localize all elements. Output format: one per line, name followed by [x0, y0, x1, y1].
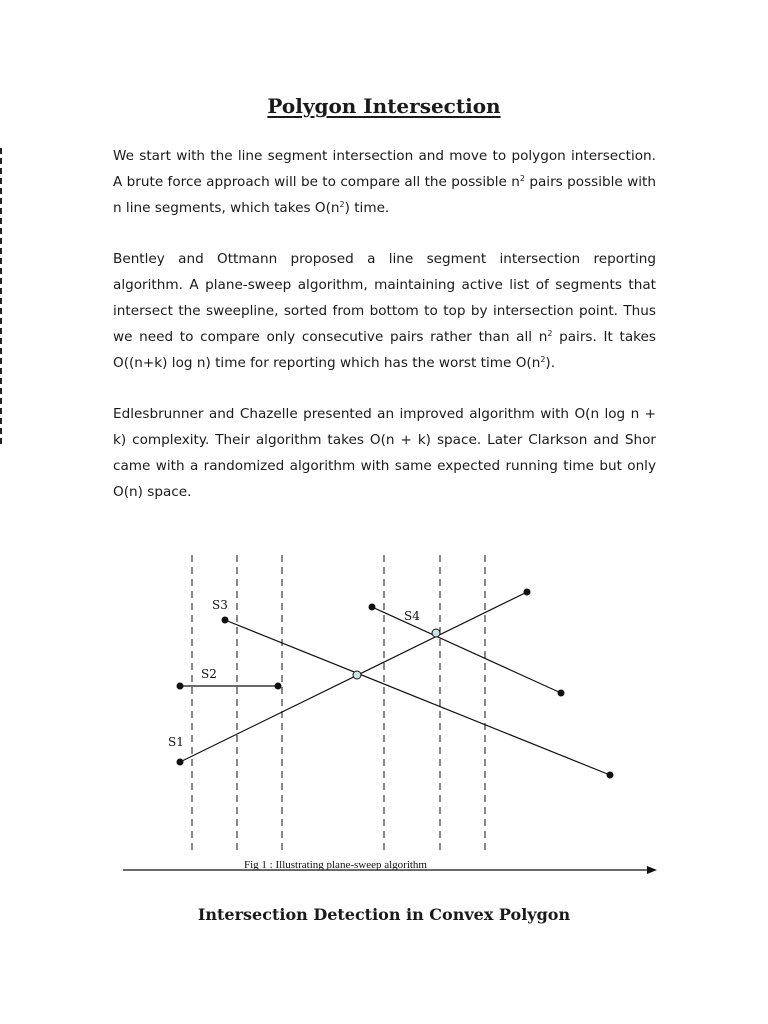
- p3-text: Edlesbrunner and Chazelle presented an improved algorithm with O(n log n + k) complexity. Their algorithm takes O(n + k) space. Later Clarkson and Shor came with a randomized algorithm with same expected running time but only O(n) space.: [113, 406, 656, 500]
- label-s1: S1: [168, 735, 184, 749]
- margin-dashed-mark: [0, 148, 2, 444]
- sweep-axis-arrowhead: [647, 866, 657, 874]
- paragraph-3: [113, 401, 656, 505]
- section-heading: Intersection Detection in Convex Polygon: [197, 905, 571, 924]
- label-s3: S3: [212, 598, 228, 612]
- page-title: Polygon Intersection: [267, 94, 501, 118]
- p2-sup-a: 2: [547, 329, 553, 338]
- paragraph-1: [113, 143, 656, 221]
- plane-sweep-figure: [0, 540, 768, 885]
- p1-sup-a: 2: [519, 174, 525, 183]
- p2-sup-b: 2: [540, 355, 546, 364]
- label-s2: S2: [201, 667, 217, 681]
- p1-text-a: We start with the line segment intersection and move to polygon intersection. A brute force approach will be to compare all the possible n: [113, 148, 656, 190]
- segment-s3: [225, 620, 610, 775]
- intersection-point: [353, 671, 361, 679]
- intersection-point: [432, 629, 440, 637]
- p1-text-c: ) time.: [344, 200, 390, 216]
- p2-text-a: Bentley and Ottmann proposed a line segment intersection reporting algorithm. A plane-sweep algorithm, maintaining active list of segments that intersect the sweepline, sorted from bottom to top by intersection point. Thus we need to compare only consecutive pairs rather than all n: [113, 251, 656, 345]
- figure-caption: Fig 1 : Illustrating plane-sweep algorithm: [244, 859, 427, 871]
- endpoint: [369, 604, 376, 611]
- p1-text-b: pairs possible with n line segments, which takes O(n: [113, 174, 656, 216]
- endpoint: [275, 683, 282, 690]
- paragraph-2: [113, 246, 656, 376]
- p1-sup-b: 2: [339, 200, 345, 209]
- endpoint: [177, 759, 184, 766]
- label-s4: S4: [404, 609, 420, 623]
- segment-s4: [372, 607, 561, 693]
- endpoint: [607, 772, 614, 779]
- p2-text-b: pairs. It takes O((n+k) log n) time for reporting which has the worst time O(n: [113, 329, 657, 371]
- endpoint: [558, 690, 565, 697]
- endpoint: [222, 617, 229, 624]
- endpoint: [524, 589, 531, 596]
- p2-text-c: ).: [545, 355, 556, 371]
- endpoint: [177, 683, 184, 690]
